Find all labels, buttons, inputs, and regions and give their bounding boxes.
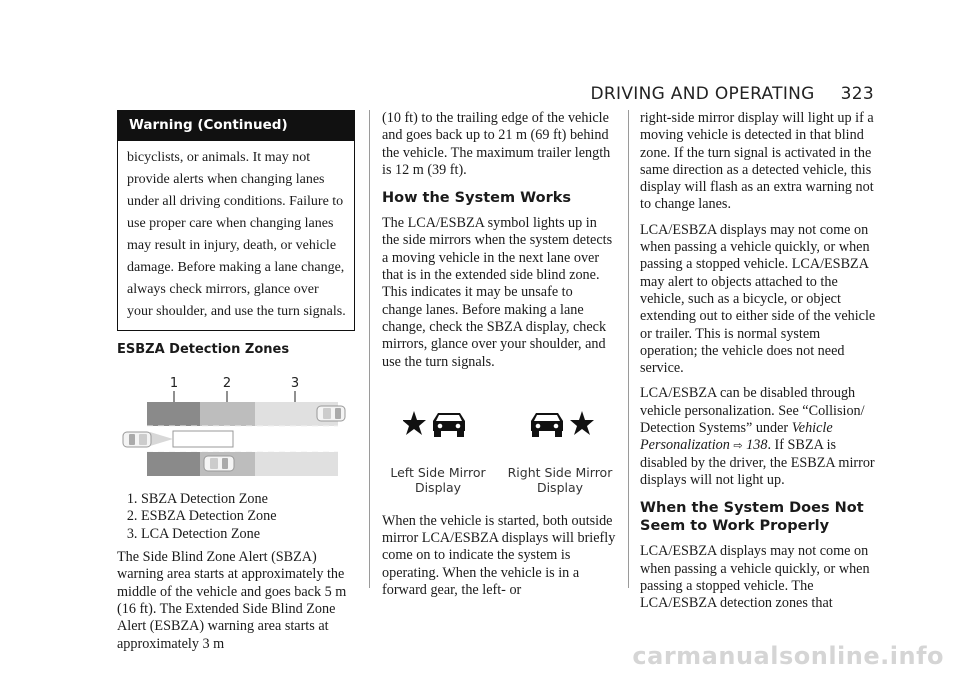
not-working-heading: When the System Does Not Seem to Work Properly bbox=[640, 500, 864, 535]
left-mirror-display bbox=[382, 405, 494, 495]
zone-label-2: 2 bbox=[222, 375, 232, 391]
personalization-link[interactable]: Vehicle Personalization bbox=[640, 420, 833, 454]
page-ref-number[interactable]: 138 bbox=[746, 437, 768, 454]
vehicle-bottom-icon bbox=[204, 456, 234, 471]
how-paragraph: The LCA/ESBZA symbol lights up in the side mirrors when the system detects a moving vehicle in the next lane over that is in the extended side blind zone. This indicates it may be unsafe to change lanes. Before making a lane change, check the SBZA display, check mirrors, glance over your shoulder, and use the turn signals. bbox=[382, 215, 613, 370]
zone-label-3: 3 bbox=[290, 375, 300, 391]
list-item: 2. ESBZA Detection Zone bbox=[141, 508, 355, 526]
zone-length-paragraph: (10 ft) to the trailing edge of the vehicle and goes back up to 21 m (69 ft) behind the vehicle. The maximum trailer length is 12 m (39 ft). bbox=[382, 110, 611, 178]
detection-zones-diagram bbox=[117, 373, 355, 485]
warning-title: Warning (Continued) bbox=[118, 111, 354, 141]
zones-heading: ESBZA Detection Zones bbox=[117, 342, 290, 358]
column-2 bbox=[382, 110, 616, 607]
vehicle-top-icon bbox=[317, 406, 345, 421]
mirror-light-paragraph: right-side mirror display will light up if a moving vehicle is detected in that blind zone. If the turn signal is activated in the same direction as a detected vehicle, this display will flash as an extra warning not to change lanes. bbox=[640, 110, 874, 213]
how-heading: How the System Works bbox=[382, 190, 571, 207]
column-3 bbox=[640, 110, 880, 620]
page-number: 323 bbox=[840, 84, 874, 104]
warning-body: bicyclists, or animals. It may not provide alerts when changing lanes under all driving conditions. Failure to use proper care when changing lanes may result in injury, death, or vehicle damage. Before making a lane change, always check mirrors, glance over your shoulder, and use the turn signals. bbox=[127, 150, 346, 320]
mirror-display-icons bbox=[382, 405, 616, 495]
list-item: 3. LCA Detection Zone bbox=[141, 526, 355, 544]
left-mirror-caption: Left Side Mirror Display bbox=[390, 464, 486, 495]
section-title: DRIVING AND OPERATING bbox=[590, 84, 815, 104]
right-mirror-display bbox=[504, 405, 616, 495]
column-divider bbox=[628, 110, 629, 588]
not-working-paragraph: LCA/ESBZA displays may not come on when passing a vehicle quickly, or when passing a stopped vehicle. The LCA/ESBZA detection zones that bbox=[640, 543, 870, 612]
column-1 bbox=[117, 110, 355, 661]
left-mirror-warning-icon bbox=[403, 405, 473, 445]
sbza-paragraph: The Side Blind Zone Alert (SBZA) warning area starts at approximately the middle of the vehicle and goes back 5 m (16 ft). The Extended Side Blind Zone Alert (ESBZA) warning area starts at approximately 3 m bbox=[117, 549, 347, 652]
page-ref-arrow-icon: ⇨ bbox=[733, 439, 743, 453]
right-mirror-caption: Right Side Mirror Display bbox=[507, 464, 613, 495]
limitations-paragraph: LCA/ESBZA displays may not come on when passing a vehicle quickly, or when passing a stopped vehicle. LCA/ESBZA may alert to objects attached to the vehicle, such as a bicycle, or object extending out to either side of the vehicle or trailer. This is normal system operation; the vehicle does not need service. bbox=[640, 221, 876, 377]
disable-paragraph: LCA/ESBZA can be disabled through vehicle personalization. See “Collision/ Detection Systems” under Vehicle Personalization ⇨ 138. If SBZA is disabled by the driver, the ESBZA mirror displays will not light up. bbox=[640, 385, 875, 488]
startup-paragraph: When the vehicle is started, both outside mirror LCA/ESBZA displays will briefly come on to indicate the system is operating. When the vehicle is in a forward gear, the left- or bbox=[382, 512, 616, 599]
list-item: 1. SBZA Detection Zone bbox=[141, 491, 355, 509]
right-mirror-warning-icon bbox=[525, 405, 595, 445]
column-divider bbox=[369, 110, 370, 588]
page-header bbox=[591, 84, 874, 104]
warning-box bbox=[117, 110, 355, 331]
zone-label-1: 1 bbox=[169, 375, 179, 391]
zones-list bbox=[117, 491, 355, 544]
watermark: carmanualsonline.info bbox=[632, 642, 944, 670]
